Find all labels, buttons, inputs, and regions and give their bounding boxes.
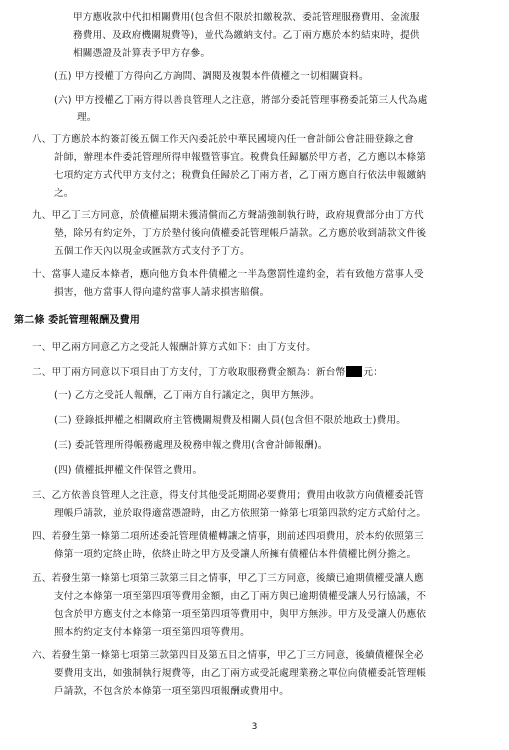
- text-line: 一、甲乙兩方同意乙方之受託人報酬計算方式如下：由丁方支付。: [32, 342, 317, 353]
- text-line: [32, 366, 383, 379]
- section-heading: 第二條 委託管理報酬及費用: [14, 315, 141, 326]
- text-line: 八、丁方應於本約簽訂後五個工作天內委託於中華民國境內任一會計師公會註冊登錄之會: [32, 134, 414, 145]
- text-line: 計師，辦理本件委託管理所得申報暨管事宜。稅費負任歸屬於甲方者，乙方應以本條第: [54, 152, 427, 163]
- text-line: (五) 甲方授權丁方得向乙方詢問、調閱及複製本件債權之一切相關資料。: [54, 71, 369, 82]
- text-line: 相關憑證及計算表予甲方存參。: [73, 48, 211, 59]
- text-line: 務費用、及政府機關規費等)，並代為繳納支付。乙丁兩方應於本約結束時，提供: [73, 30, 420, 41]
- text-line: 四、若發生第一條第二項所述委託管理債權轉讓之情事，則前述四項費用，於本約依照第三: [32, 531, 424, 542]
- page-number: 3: [251, 722, 258, 732]
- text-line: 條第一項約定終止時，依終止時之甲方及受讓人所擁有債權佔本件債權比例分擔之。: [54, 549, 417, 560]
- text-line: 九、甲乙丁三方同意，於債權届期未獲清償而乙方聲請強制執行時，政府規費部分由丁方代: [32, 210, 424, 221]
- text-line: (二) 登錄抵押權之相關政府主管機關規費及相關人員(包含但不限於地政士)費用。: [54, 415, 407, 426]
- text-line: 照本約約定支付本條第一項至第四項等費用。: [54, 627, 250, 638]
- text-line: 甲方應收款中代扣相關費用(包含但不限於扣繳稅款、委託管理服務費用、金流服: [73, 12, 420, 23]
- text-line: 要費用支出，如強制執行規費等，由乙丁兩方或受託處理業務之單位向債權委託管理帳: [54, 668, 427, 679]
- text-line: (一) 乙方之受託人報酬，乙丁兩方自行議定之，與甲方無涉。: [54, 390, 320, 401]
- text-line: 支付之本條第一項至第四項等費用金額，由乙丁兩方與已逾期債權受讓人另行協議，不: [54, 591, 427, 602]
- amount-suffix: 元：: [363, 367, 383, 378]
- text-line: 戶請款，不包含於本條第一項至第四項報酬或費用中。: [54, 686, 290, 697]
- text-line: 理帳戶請款，並於取得適當憑證時，由乙方依照第一條第七項第四款約定方式給付之。: [54, 508, 427, 519]
- text-line: (三) 委託管理所得帳務處理及稅務申報之費用(含會計師報酬)。: [54, 440, 328, 451]
- text-line: 五個工作天內以現金或匯款方式支付予丁方。: [54, 246, 250, 257]
- text-line: 包含於甲方應支付之本條第一項至第四項等費用中，與甲方無涉。甲方及受讓人仍應依: [54, 609, 427, 620]
- text-line: 墊，除另有約定外，丁方於墊付後向債權委託管理帳戶請款。乙方應於收到請款文件後: [54, 228, 427, 239]
- text-line: 六、若發生第一條第七項第三款第四目及第五目之情事，甲乙丁三方同意，後續債權保全必: [32, 650, 424, 661]
- text-line: 理。: [77, 112, 97, 123]
- text-line: 損害，他方當事人得向違約當事人請求損害賠償。: [54, 287, 270, 298]
- text-segment: 二、甲丁兩方同意以下項目由丁方支付，丁方收取服務費金額為：新台幣: [32, 367, 346, 378]
- text-line: 十、當事人違反本條者，應向他方負本件債權之一半為懲罰性違約金，若有致他方當事人受: [32, 269, 424, 280]
- text-line: 七項約定方式代甲方支付之；稅費負任歸於乙丁兩方者，乙丁兩方應自行依法申報繳納: [54, 170, 427, 181]
- text-line: (六) 甲方授權乙丁兩方得以善良管理人之注意，將部分委託管理事務委託第三人代為處: [54, 95, 428, 106]
- text-line: 之。: [54, 188, 74, 199]
- text-line: 三、乙方依善良管理人之注意，得支付其他受託期間必要費用；費用由收款方向債權委託管: [32, 490, 424, 501]
- text-line: 五、若發生第一條第七項第三款第三目之情事，甲乙丁三方同意，後續已逾期債權受讓人應: [32, 573, 424, 584]
- redacted-amount: [346, 366, 362, 377]
- text-line: (四) 債權抵押權文件保管之費用。: [54, 465, 203, 476]
